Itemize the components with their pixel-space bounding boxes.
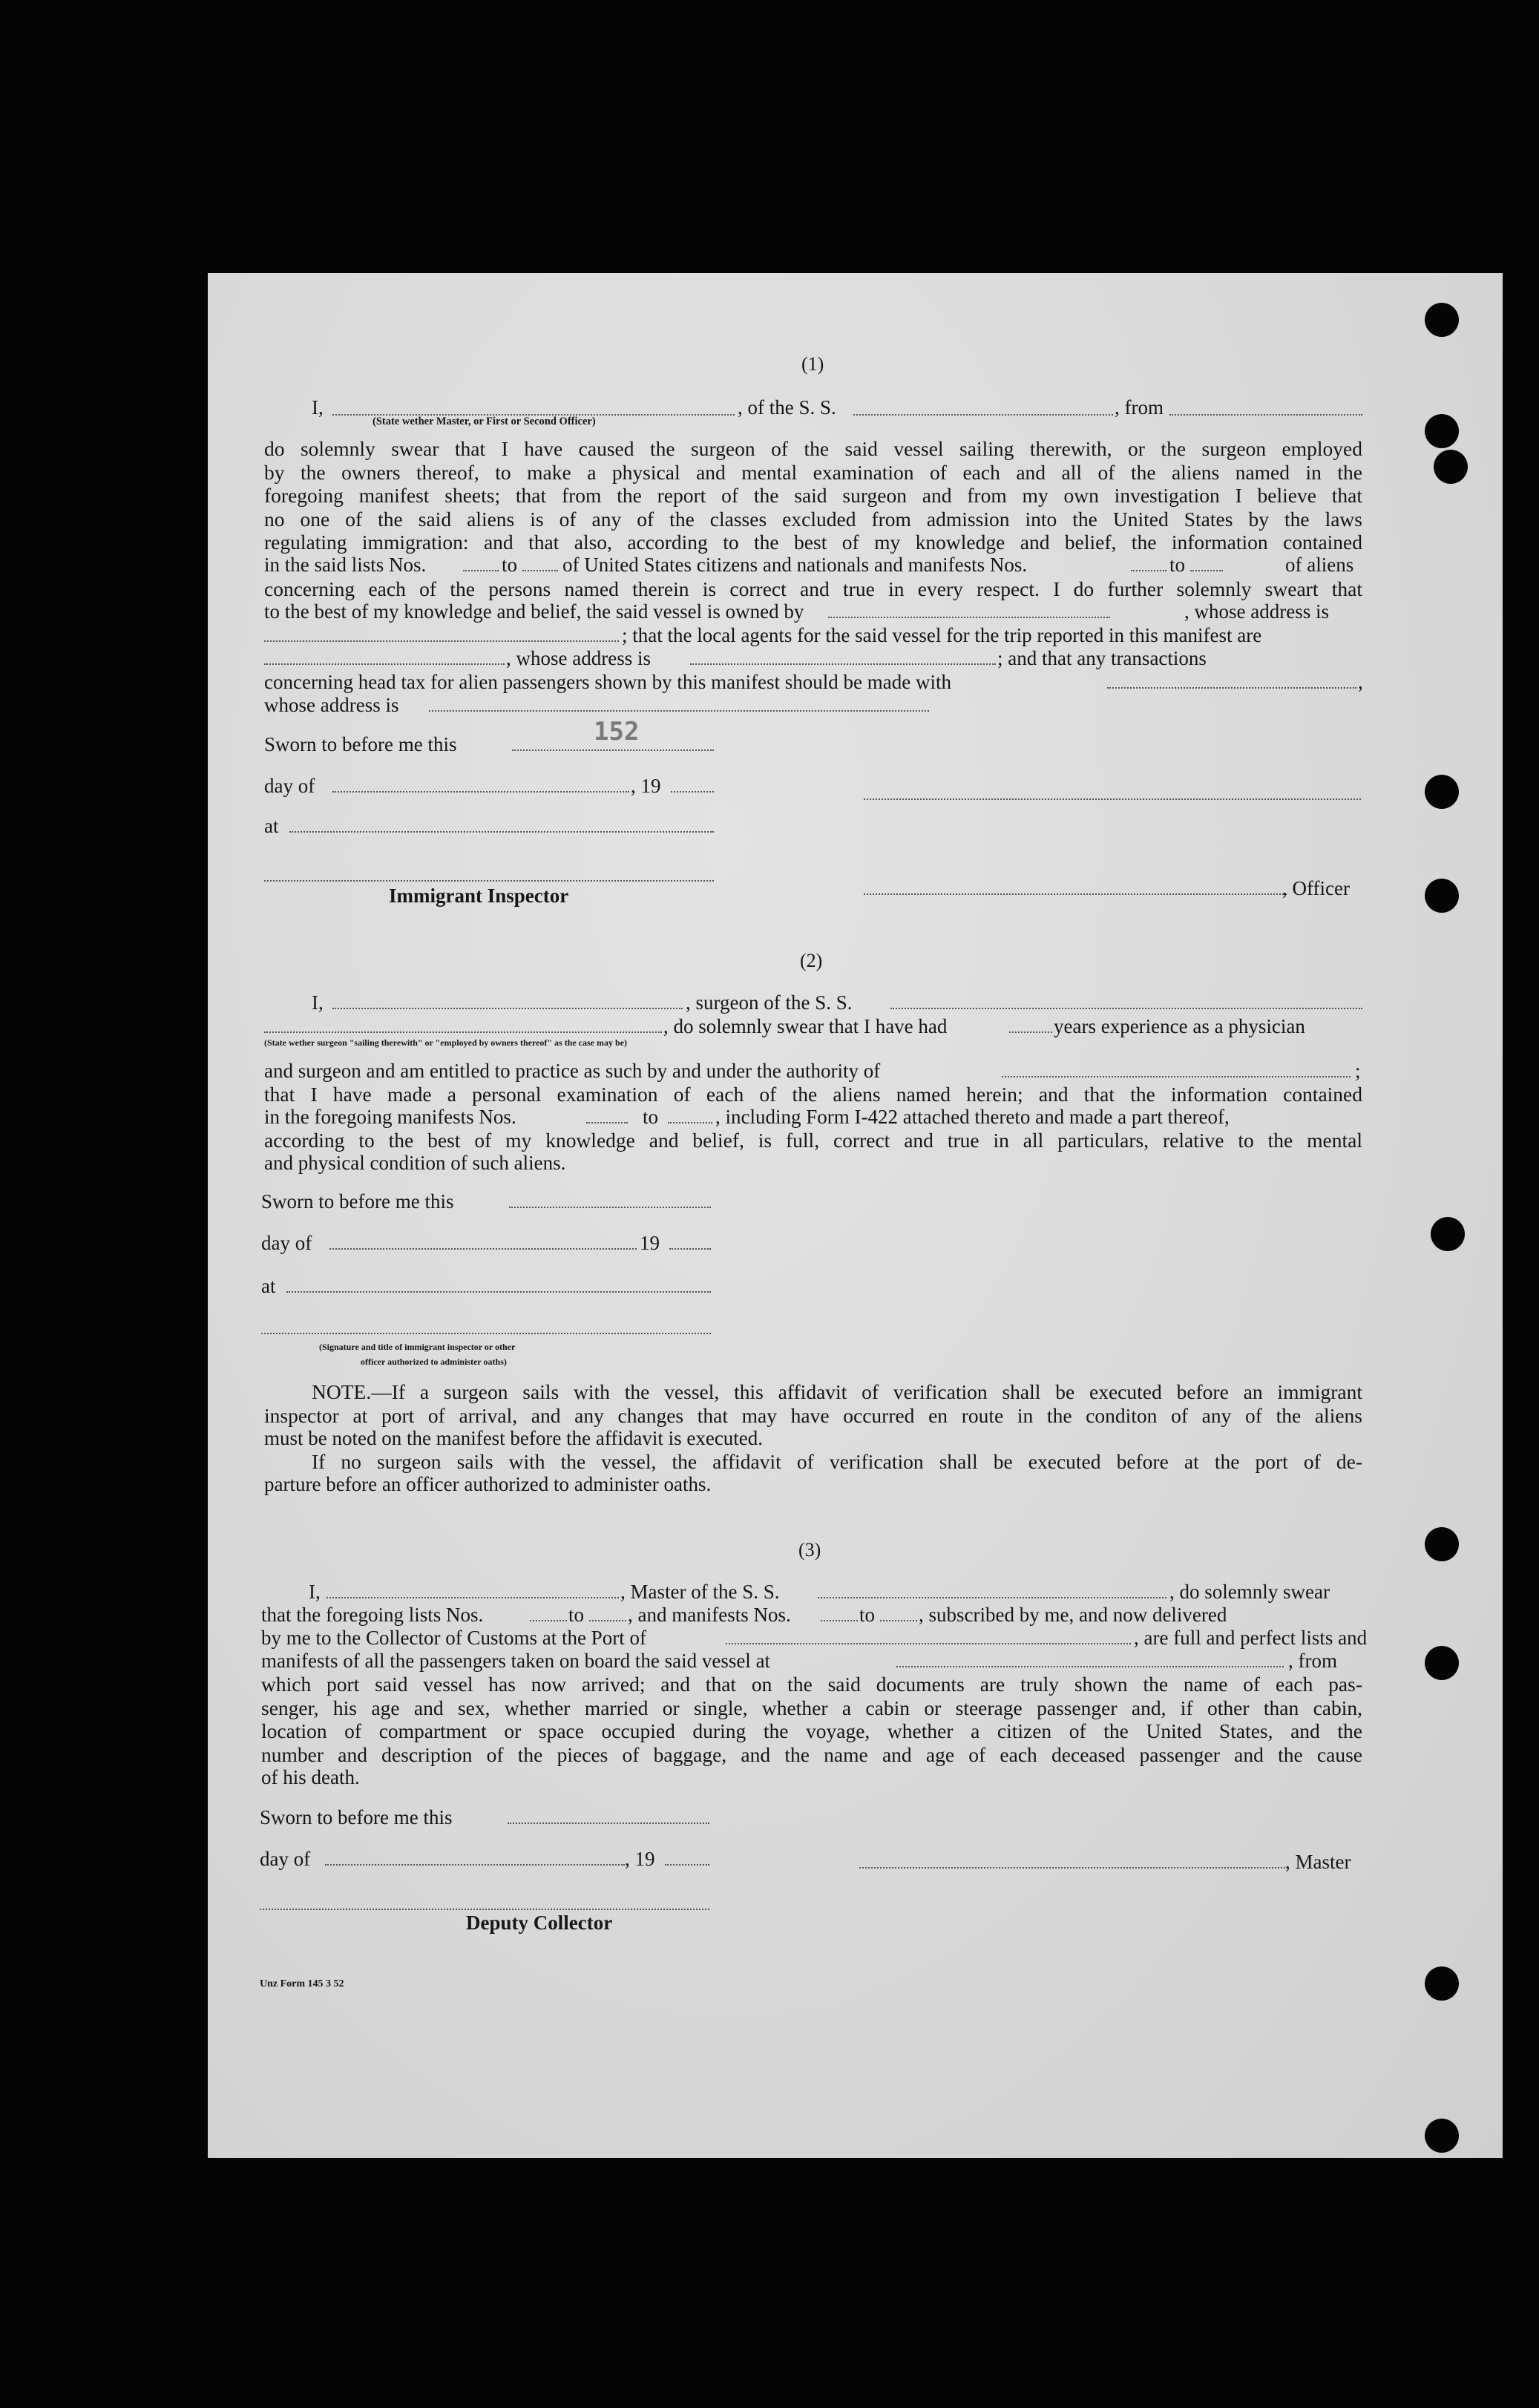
to-label: to <box>568 1604 585 1626</box>
section-2-heading: (2) <box>800 950 823 971</box>
whose-address-label: , whose address is <box>1184 600 1329 623</box>
comma: , <box>1358 671 1363 693</box>
officer-name-line[interactable] <box>864 893 1287 895</box>
from-label: , from <box>1288 1650 1337 1672</box>
surgeon-of-label: , surgeon of the S. S. <box>686 991 853 1014</box>
stamped-number: 152 <box>594 717 640 747</box>
day-of-label: day of <box>264 775 315 797</box>
of-the-ss-label: , of the S. S. <box>738 396 836 419</box>
no-surgeon-note: If no surgeon sails with the vessel, the affidavit of verification shall be executed before at the port of de- <box>312 1450 1362 1473</box>
at-label: at <box>264 815 279 837</box>
oath-pronoun: I, <box>312 396 324 419</box>
year-prefix: 19 <box>640 1232 660 1254</box>
year-field[interactable] <box>669 1248 711 1250</box>
section-3-oath-text: which port said vessel has now arrived; and that on the said documents are truly shown the name of each pas- senger, his age and sex, whether married or single, whether a cabin or steerage passenger and, if other than cabin, location of compartment or space occupied during the voyage, whether a citizen of the United States, and the number and description of the pieces of baggage, and the name and age of each deceased passenger and the cause <box>261 1673 1362 1766</box>
inspector-title: Immigrant Inspector <box>389 885 569 907</box>
deputy-collector-title: Deputy Collector <box>466 1912 613 1934</box>
manifests-to-field[interactable] <box>880 1620 917 1621</box>
binder-hole <box>1425 1646 1459 1680</box>
section-1-oath-text: do solemnly swear that I have caused the surgeon of the said vessel sailing therewith, or the surgeon employed by the owners thereof, to make a physical and mental examination of each and all of the aliens named in the foregoing manifest sheets; that from the report of the said surgeon and from my own investigation I believe that no one of the said aliens is of any of the classes excluded from admission into the United States by the laws regulating immigration: and that also, according to the best of my knowledge and belief, the information contained <box>264 437 1362 554</box>
head-tax-contact-field[interactable] <box>1107 687 1356 689</box>
surgeon-status-note: (State wether surgeon "sailing therewith" or "employed by owners thereof" as the case may be) <box>264 1037 628 1048</box>
binder-hole <box>1425 1527 1459 1561</box>
no-surgeon-note-end: parture before an officer authorized to administer oaths. <box>264 1473 712 1495</box>
section-1-heading: (1) <box>801 353 824 375</box>
master-signature-line[interactable] <box>859 1867 1288 1869</box>
to-label: to <box>859 1604 876 1626</box>
signature-note: (Signature and title of immigrant inspector or other <box>319 1342 516 1352</box>
form-i422-label: , including Form I-422 attached thereto and made a part thereof, <box>715 1106 1230 1128</box>
officer-title: , Officer <box>1282 877 1350 899</box>
authority-field[interactable] <box>1002 1076 1351 1077</box>
surgeon-name-field[interactable] <box>332 1008 683 1009</box>
binder-hole <box>1425 2119 1459 2153</box>
officer-rank-note: (State wether Master, or First or Second Officer) <box>373 416 596 427</box>
day-of-field[interactable] <box>329 1248 637 1250</box>
binder-hole <box>1425 879 1459 913</box>
binder-hole <box>1425 1966 1459 2001</box>
agents-address-field[interactable] <box>690 663 996 665</box>
oath-pronoun: I, <box>312 991 324 1014</box>
surgeon-status-field[interactable] <box>264 1031 662 1033</box>
boarded-at-label: manifests of all the passengers taken on board the said vessel at <box>261 1650 771 1672</box>
years-field[interactable] <box>1009 1031 1052 1033</box>
lists-nos-label: that the foregoing lists Nos. <box>261 1604 484 1626</box>
transactions-label: ; and that any transactions <box>997 647 1207 669</box>
manifests-from-field[interactable] <box>1131 570 1166 571</box>
port-label: by me to the Collector of Customs at the Port of <box>261 1627 646 1649</box>
oath-pronoun: I, <box>309 1581 321 1603</box>
authority-label: and surgeon and am entitled to practice as such by and under the authority of <box>264 1060 881 1082</box>
sworn-label: Sworn to before me this <box>260 1806 453 1828</box>
sworn-date-field[interactable] <box>508 1823 709 1824</box>
head-tax-address-field[interactable] <box>429 710 929 712</box>
master-of-label: , Master of the S. S. <box>620 1581 780 1603</box>
lists-from-field[interactable] <box>463 570 499 571</box>
closing-line: of his death. <box>261 1766 360 1788</box>
day-of-label: day of <box>260 1848 311 1870</box>
manifests-to-field[interactable] <box>1190 570 1223 571</box>
manifests-from-field[interactable] <box>821 1620 858 1621</box>
surgeon-note: NOTE.—If a surgeon sails with the vessel, this affidavit of verification shall be executed before an immigrant inspector at port of arrival, and any changes that may have occurred en route in the conditon of any of the aliens <box>264 1380 1362 1427</box>
manifests-nos-label: in the foregoing manifests Nos. <box>264 1106 516 1128</box>
signature-note: officer authorized to administer oaths) <box>361 1356 507 1367</box>
sworn-label: Sworn to before me this <box>261 1190 454 1213</box>
sworn-date-field[interactable] <box>512 749 714 751</box>
year-field[interactable] <box>665 1864 709 1866</box>
year-prefix: , 19 <box>625 1848 655 1870</box>
master-name-field[interactable] <box>326 1597 619 1598</box>
surgeon-vessel-field[interactable] <box>890 1008 1362 1009</box>
manifests-to-field[interactable] <box>668 1122 712 1123</box>
day-of-field[interactable] <box>332 791 629 793</box>
binder-hole <box>1434 450 1468 484</box>
to-label: to <box>1169 554 1186 576</box>
years-label: years experience as a physician <box>1054 1015 1305 1037</box>
sworn-label: Sworn to before me this <box>264 733 457 755</box>
collector-signature-line[interactable] <box>260 1909 709 1910</box>
boarding-port-field[interactable] <box>896 1666 1284 1667</box>
delivered-label: , subscribed by me, and now delivered <box>919 1604 1227 1626</box>
year-field[interactable] <box>671 791 714 793</box>
form-number: Unz Form 145 3 52 <box>260 1978 344 1989</box>
of-aliens-label: of aliens <box>1285 554 1354 576</box>
manifests-nos-label: , and manifests Nos. <box>628 1604 791 1626</box>
day-of-field[interactable] <box>325 1864 625 1866</box>
sworn-date-field[interactable] <box>509 1207 711 1208</box>
binder-hole <box>1425 414 1459 448</box>
section-3-heading: (3) <box>798 1539 821 1561</box>
citizens-manifests-label: of United States citizens and nationals and manifests Nos. <box>562 554 1028 576</box>
section-2-line-4: that I have made a personal examination of each of the aliens named herein; and that the information contained <box>264 1083 1362 1106</box>
vessel-name-field[interactable] <box>853 414 1113 416</box>
lists-nos-label: in the said lists Nos. <box>264 554 427 576</box>
section-2-closing-text: according to the best of my knowledge and belief, is full, correct and true in all particulars, relative to the mental <box>264 1129 1362 1152</box>
at-label: at <box>261 1275 276 1297</box>
binder-hole <box>1425 303 1459 337</box>
from-label: , from <box>1115 396 1164 419</box>
inspector-signature-line[interactable] <box>264 880 714 882</box>
whose-address-label: whose address is <box>264 694 399 716</box>
full-lists-label: , are full and perfect lists and <box>1134 1627 1368 1649</box>
swear-label: , do solemnly swear <box>1169 1581 1330 1603</box>
at-place-field[interactable] <box>289 831 714 833</box>
master-vessel-field[interactable] <box>818 1597 1166 1598</box>
port-field[interactable] <box>726 1643 1131 1644</box>
section-1-line-7: concerning each of the persons named therein is correct and true in every respect. I do further solemnly sweart that <box>264 577 1362 600</box>
from-port-field[interactable] <box>1169 414 1362 416</box>
surgeon-note-end: must be noted on the manifest before the affidavit is executed. <box>264 1427 764 1449</box>
swear-label: , do solemnly swear that I have had <box>663 1015 948 1037</box>
lists-to-field[interactable] <box>589 1620 626 1621</box>
to-label: to <box>502 554 518 576</box>
owner-field[interactable] <box>828 617 1110 618</box>
inspector-signature-line[interactable] <box>261 1333 711 1334</box>
form-sheet <box>208 273 1503 2158</box>
binder-hole <box>1425 775 1459 809</box>
owned-by-label: to the best of my knowledge and belief, the said vessel is owned by <box>264 600 804 623</box>
semicolon: ; <box>1355 1060 1361 1082</box>
lists-from-field[interactable] <box>530 1620 567 1621</box>
at-place-field[interactable] <box>286 1291 711 1293</box>
year-prefix: , 19 <box>631 775 661 797</box>
local-agents-field[interactable] <box>264 663 505 665</box>
head-tax-label: concerning head tax for alien passengers shown by this manifest should be made with <box>264 671 952 693</box>
day-of-label: day of <box>261 1232 312 1254</box>
binder-hole <box>1431 1217 1465 1251</box>
lists-to-field[interactable] <box>522 570 558 571</box>
owner-address-field[interactable] <box>264 640 619 642</box>
officer-signature-line[interactable] <box>864 798 1361 800</box>
manifests-from-field[interactable] <box>586 1122 628 1123</box>
local-agents-label: ; that the local agents for the said vessel for the trip reported in this manifest are <box>622 624 1262 646</box>
closing-line: and physical condition of such aliens. <box>264 1152 566 1174</box>
to-label: to <box>643 1106 659 1128</box>
agents-address-label: , whose address is <box>506 647 651 669</box>
master-title: , Master <box>1285 1851 1351 1873</box>
